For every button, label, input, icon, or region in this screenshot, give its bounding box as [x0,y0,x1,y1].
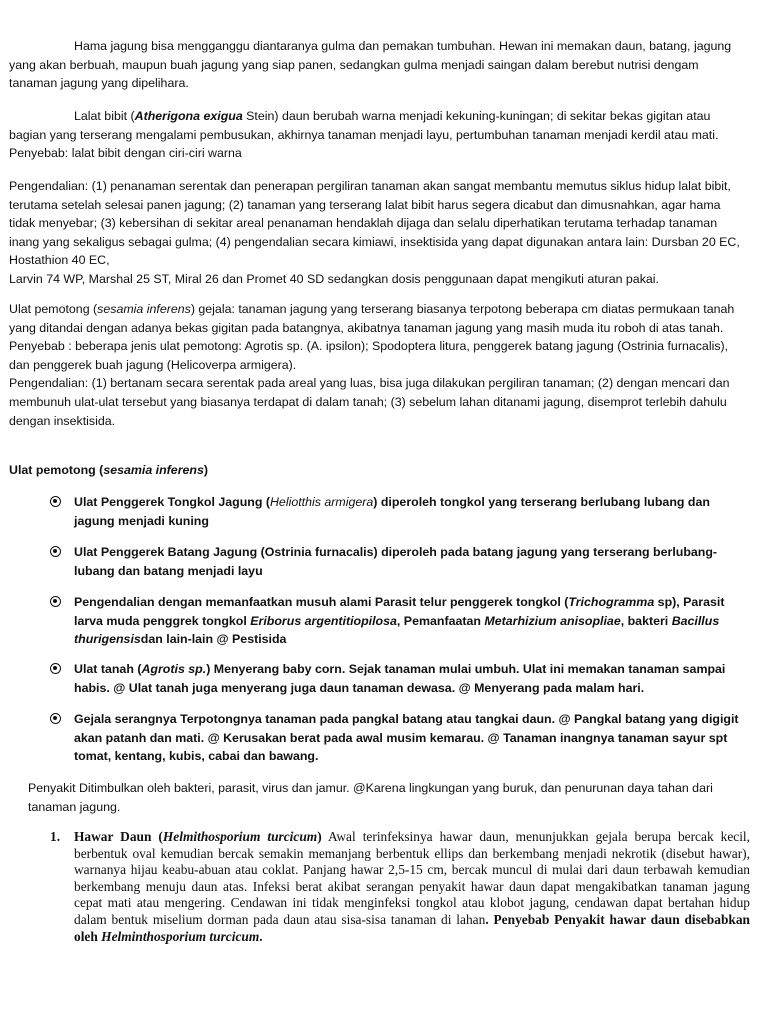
section-heading-ulat-pemotong: Ulat pemotong (sesamia inferens) [9,463,209,477]
bullet-item: Gejala serangnya Terpotongnya tanaman pada pangkal batang atau tangkai daun. @ Pangkal batang yang digigit akan patanh dan mati. @ Kerusakan berat pada awal musim kemarau. @ Tanaman inangnya tanaman sayur spt tomat, kentang, kubis, cabai dan bawang. [50,710,740,766]
paragraph-hama-jagung: Hama jagung bisa mengganggu diantaranya gulma dan pemakan tumbuhan. Hewan ini memakan daun, batang, jagung yang akan berbuah, maupun buah jagung yang siap panen, sedangkan gulma menjadi saingan dalam berebut nutrisi dengam tanaman jagung yang dipelihara. [9,39,732,91]
bullet-icon [50,713,61,724]
species-name: Eriborus argentitiopilosa [250,613,397,628]
paragraph-pengendalian-lalat: Pengendalian: (1) penanaman serentak dan penerapan pergiliran tanaman akan sangat membantu memutus siklus hidup lalat bibit, terutama setelah selesai panen jagung; (2) tanaman yang terserang lalat bibit harus segera dicabut dan dimusnahkan, agar hama tidak menyebar; (3) kebersihan di sekitar areal penanaman hendaklah dijaga dan selalu diperhatikan terutama terhadap tanaman inang yang sekaligus sebagai gulma; (4) pengendalian secara kimiawi, insektisida yang dapat digunakan antara lain: Dursban 20 EC, Hostathion 40 EC, Larvin 74 WP, Marshal 25 ST, Miral 26 dan Promet 40 SD sedangkan dosis penggunaan dapat mengikuti aturan pakai. [9,179,740,286]
species-name: Trichogramma [568,595,655,609]
species-name: sesamia inferens [97,302,191,316]
bullet-icon [50,663,61,674]
paragraph-ulat-pemotong: Ulat pemotong (sesamia inferens) gejala: tanaman jagung yang terserang biasanya terpotong beberapa cm diatas permukaan tanah yang ditandai dengan adanya bekas gigitan pada batangnya, akibatnya tanaman jagung yang masih muda itu roboh di atas tanah. Penyebab : beberapa jenis ulat pemotong: Agrotis sp. (A. ipsilon); Spodoptera litura, penggerek batang jagung (Ostrinia furnacalis), dan penggerek buah jagung (Helicoverpa armigera). Pengendalian: (1) bertanam secara serentak pada areal yang luas, bisa juga dilakukan pergiliran tanaman; (2) dengan mencari dan membunuh ulat-ulat tersebut yang biasanya terdapat di dalam tanah; (3) sebelum lahan ditanami jagung, disemprot terlebih dahulu dengan insektisida. [9,302,735,428]
bullet-item: Ulat tanah (Agrotis sp.) Menyerang baby corn. Sejak tanaman mulai umbuh. Ulat ini memakan tanaman sampai habis. @ Ulat tanah juga menyerang juga daun tanaman dewasa. @ Menyerang pada malam hari. [50,660,740,697]
paragraph-penyakit: Penyakit Ditimbulkan oleh bakteri, parasit, virus dan jamur. @Karena lingkungan yang buruk, dan penurunan daya tahan dari tanaman jagung. [28,781,713,814]
item-title: Hawar Daun ( [74,829,163,844]
bullet-icon [50,546,61,557]
species-name: sesamia inferens [103,463,204,477]
species-name: Agrotis sp. [141,662,207,676]
numbered-item-hawar-daun: 1. Hawar Daun (Helmithosporium turcicum) Awal terinfeksinya hawar daun, menunjukkan gejala berupa bercak kecil, berbentuk oval kemudian bercak semakin memanjang berbentuk ellips dan berkembang menjadi nekrotik (disebut hawar), warnanya hijau keabu-abuan atau coklat. Panjang hawar 2,5-15 cm, bercak muncul di mulai dari daun terbawah kemudian berkembang menuju daun atas. Infeksi berat akibat serangan penyakit hawar daun dapat mengakibatkan tanaman jagung cepat mati atau mengering. Cendawan ini tidak menginfeksi tongkol atau klobot jagung, cendawan dapat bertahan hidup dalam bentuk miselium dorman pada daun atau sisa-sisa tanaman di lahan. Penyebab Penyakit hawar daun disebabkan oleh Helminthosporium turcicum. [50,829,751,944]
bullet-icon [50,496,61,507]
species-name: Helminthosporium turcicum [101,928,260,944]
species-name: Heliotthis armigera [269,495,374,509]
species-name: Atherigona exigua [134,109,243,123]
species-name: Helmithosporium turcicum [162,829,318,844]
bullet-item: Ulat Penggerek Batang Jagung (Ostrinia furnacalis) diperoleh pada batang jagung yang terserang berlubang-lubang dan batang menjadi layu [50,543,740,580]
bullet-item: Ulat Penggerek Tongkol Jagung (Heliotthis armigera) diperoleh tongkol yang terserang berlubang lubang dan jagung menjadi kuning [50,493,740,530]
species-name: Bacillus thurigensis [74,613,720,647]
list-number: 1. [50,829,61,844]
species-name: Metarhizium anisopliae [484,613,621,628]
bullet-icon [50,596,61,607]
bullet-item: Pengendalian dengan memanfaatkan musuh alami Parasit telur penggerek tongkol (Trichogramma sp), Parasit larva muda penggrek tongkol Eriborus argentitiopilosa, Pemanfaatan Metarhizium anisopliae, bakteri Bacillus thurigensisdan lain-lain @ Pestisida [50,593,740,649]
paragraph-lalat-bibit: Lalat bibit (Atherigona exigua Stein) daun berubah warna menjadi kekuning-kuningan; di sekitar bekas gigitan atau bagian yang terserang mengalami pembusukan, akhirnya tanaman menjadi layu, pertumbuhan tanaman menjadi kerdil atau mati. Penyebab: lalat bibit dengan ciri-ciri warna [9,109,719,161]
